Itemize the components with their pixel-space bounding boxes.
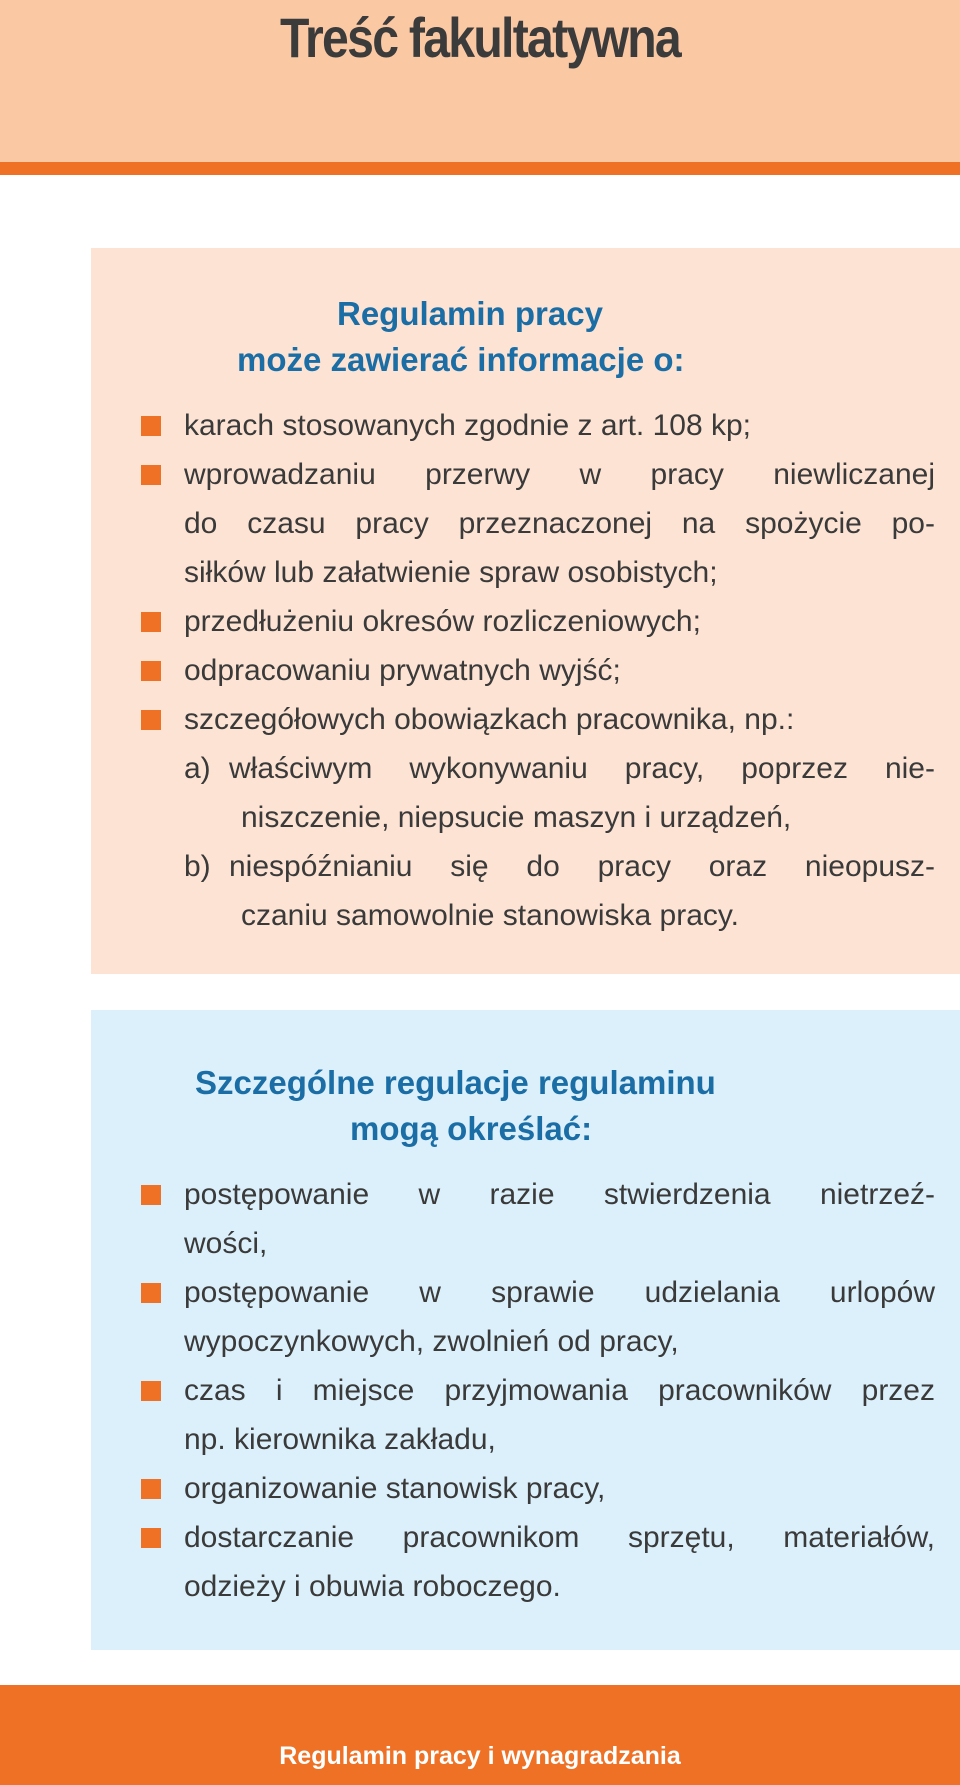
square-bullet-icon [141,1381,161,1401]
sub-item-text: niespóźnianiu się do pracy oraz nieopusz- [229,850,935,883]
list-item-text: dostarczanie pracownikom sprzętu, materiałów, [184,1521,935,1554]
panel-heading-line: może zawierać informacje o: [237,341,685,378]
panel-heading-line: mogą określać: [350,1110,593,1147]
list-item [91,695,960,744]
list-item [91,1513,960,1611]
list-item-text: wprowadzaniu przerwy w pracy niewliczanej [184,458,935,491]
sub-item-text: niszczenie, niepsucie maszyn i urządzeń, [241,801,792,834]
list-item-text: czas i miejsce przyjmowania pracowników przez [184,1374,935,1407]
list-item [91,1268,960,1366]
list-item [91,401,960,450]
panel-heading-line: Regulamin pracy [337,295,603,332]
list-item-text: postępowanie w sprawie udzielania urlopów [184,1276,935,1309]
list-item-text: szczegółowych obowiązkach pracownika, np.: [184,703,795,736]
list-item [91,1366,960,1464]
list-item-text: karach stosowanych zgodnie z art. 108 kp; [184,409,751,442]
square-bullet-icon [141,1283,161,1303]
list-item-text: odpracowaniu prywatnych wyjść; [184,654,621,687]
special-regulations-panel [91,1010,960,1650]
panel-heading [91,1060,960,1152]
sub-item-marker: b) [184,850,211,883]
square-bullet-icon [141,710,161,730]
optional-content-panel [91,248,960,974]
list-item-text: postępowanie w razie stwierdzenia nietrzeź- [184,1178,935,1211]
list-item [91,450,960,597]
list-item [91,1170,960,1268]
square-bullet-icon [141,1528,161,1548]
list-item-text: do czasu pracy przeznaczonej na spożycie po- [184,507,935,540]
list-item-text: np. kierownika zakładu, [184,1423,496,1456]
footer-title: Regulamin pracy i wynagradzania [279,1742,681,1770]
regulations-list [91,1170,960,1611]
list-item [91,646,960,695]
list-item-text: przedłużeniu okresów rozliczeniowych; [184,605,701,638]
square-bullet-icon [141,1479,161,1499]
panel-heading-line: Szczególne regulacje regulaminu [195,1064,716,1101]
info-list [91,401,960,940]
list-item [91,1464,960,1513]
sub-item-text: właściwym wykonywaniu pracy, poprzez nie- [229,752,935,785]
page-footer [0,1685,960,1785]
square-bullet-icon [141,465,161,485]
sub-list-item [91,842,960,940]
page-title: Treść fakultatywna [279,6,680,69]
header-divider [0,162,960,175]
square-bullet-icon [141,416,161,436]
square-bullet-icon [141,1185,161,1205]
square-bullet-icon [141,661,161,681]
list-item-text: odzieży i obuwia roboczego. [184,1570,561,1603]
list-item [91,597,960,646]
sub-item-marker: a) [184,752,211,785]
sub-item-text: czaniu samowolnie stanowiska pracy. [241,899,740,932]
list-item-text: wości, [184,1227,268,1260]
list-item-text: siłków lub załatwienie spraw osobistych; [184,556,718,589]
square-bullet-icon [141,612,161,632]
panel-heading [91,291,960,383]
sub-list-item [91,744,960,842]
list-item-text: wypoczynkowych, zwolnień od pracy, [184,1325,679,1358]
list-item-text: organizowanie stanowisk pracy, [184,1472,606,1505]
